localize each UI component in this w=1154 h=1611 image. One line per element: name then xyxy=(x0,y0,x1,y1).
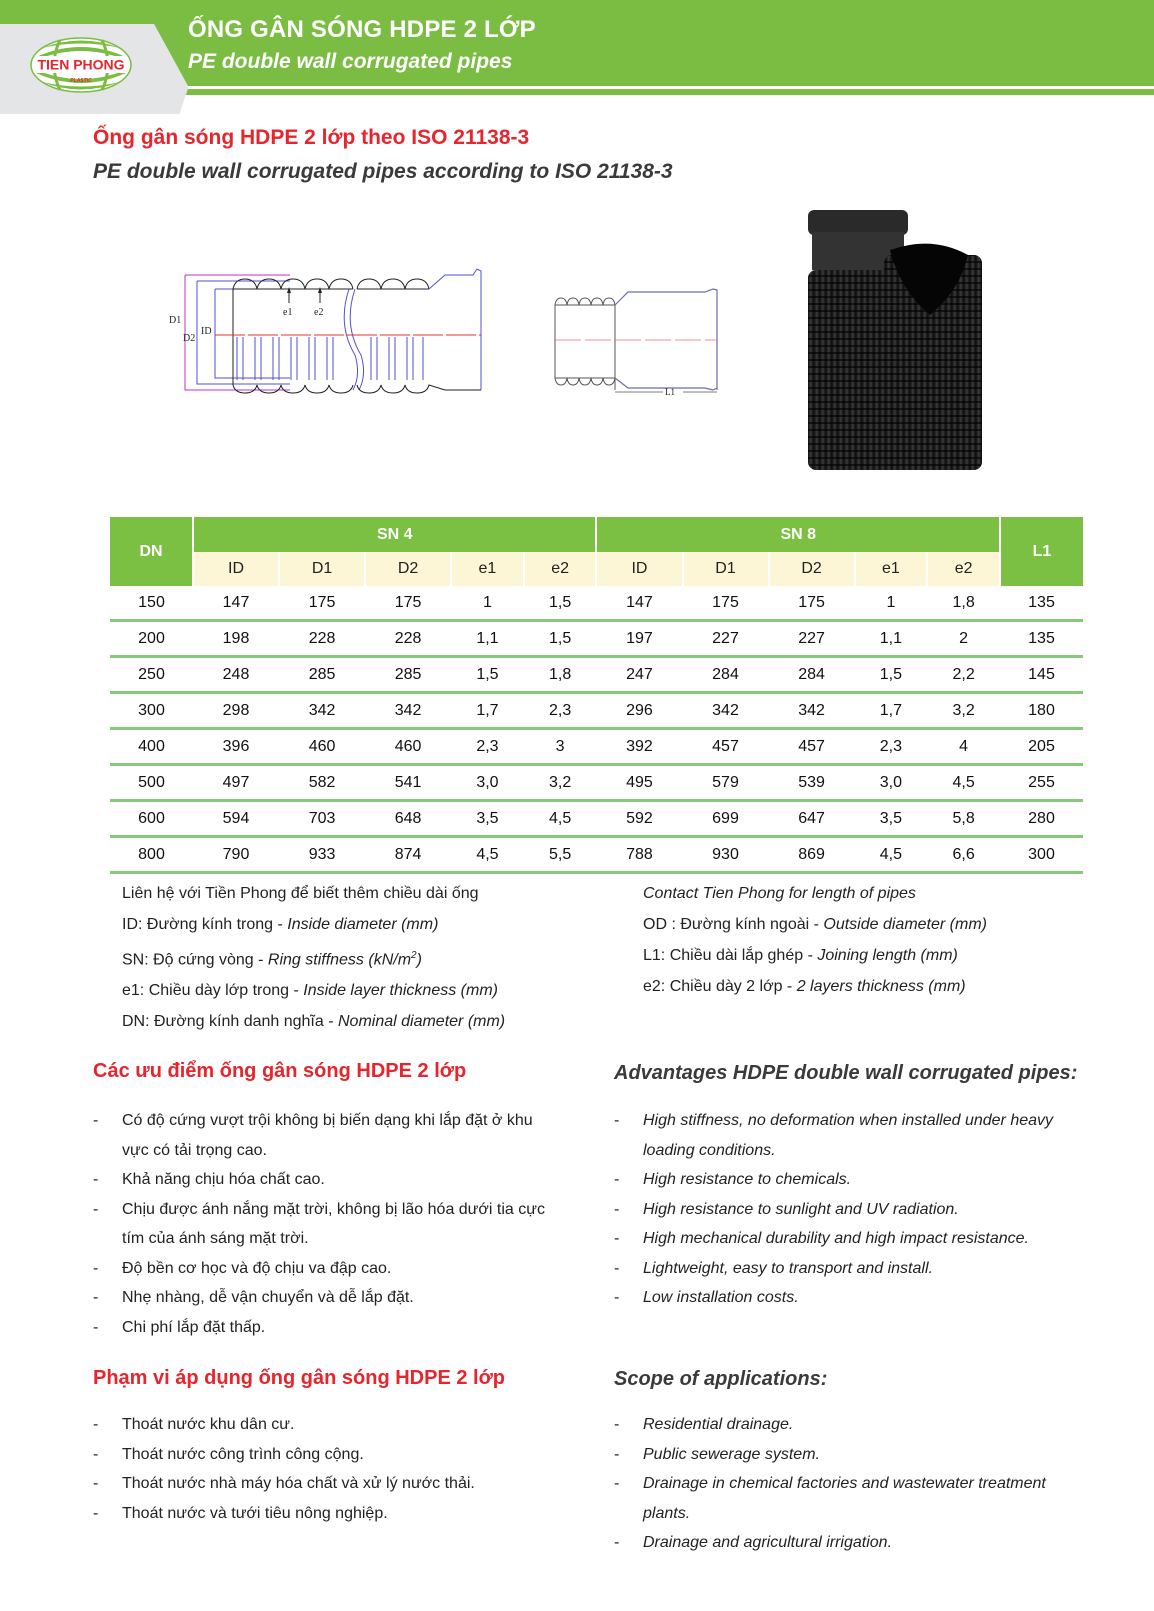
cell-sn4-e2: 3 xyxy=(524,729,597,765)
list-item xyxy=(93,1410,563,1440)
note-e1 xyxy=(122,975,505,1006)
list-item xyxy=(93,1313,563,1343)
cell-sn8-id: 296 xyxy=(596,693,682,729)
applications-title-vi: Phạm vi áp dụng ống gân sóng HDPE 2 lớp xyxy=(93,1367,506,1389)
cell-sn4-e2: 1,5 xyxy=(524,586,597,621)
list-item xyxy=(614,1469,1094,1528)
cell-sn8-e2: 2,2 xyxy=(927,657,1000,693)
cell-sn8-id: 147 xyxy=(596,586,682,621)
cell-sn8-d2: 539 xyxy=(769,765,855,801)
cell-sn4-d2: 874 xyxy=(365,837,451,873)
label-e2: e2 xyxy=(314,307,324,318)
table-row xyxy=(110,801,1083,837)
cell-dn: 800 xyxy=(110,837,193,873)
note-od xyxy=(643,909,987,940)
cell-l1: 135 xyxy=(1000,586,1083,621)
list-item xyxy=(93,1106,563,1165)
list-item xyxy=(614,1224,1084,1254)
cell-sn4-d1: 175 xyxy=(279,586,365,621)
spec-table-body xyxy=(110,586,1083,873)
note-text-en: 2 layers thickness (mm) xyxy=(796,978,966,995)
list-item-text: Low installation costs. xyxy=(643,1289,799,1306)
list-item xyxy=(614,1283,1084,1313)
applications-title-en: Scope of applications: xyxy=(614,1368,828,1390)
list-item xyxy=(614,1528,1094,1558)
note-l1 xyxy=(643,940,987,971)
list-item-text: Độ bền cơ học và độ chịu va đập cao. xyxy=(122,1259,392,1277)
list-item-text: Drainage in chemical factories and wastewater treatment plants. xyxy=(643,1475,1046,1522)
dash-bullet: - xyxy=(93,1171,99,1188)
cell-dn: 150 xyxy=(110,586,193,621)
list-item-text: High mechanical durability and high impact resistance. xyxy=(643,1230,1029,1247)
list-item-text: Lightweight, easy to transport and install. xyxy=(643,1259,933,1277)
header-subtitle: PE double wall corrugated pipes xyxy=(188,50,513,73)
intro-title-vi: Ống gân sóng HDPE 2 lớp theo ISO 21138-3 xyxy=(93,126,530,149)
subheader-d1: D1 xyxy=(279,552,365,586)
cell-sn8-d2: 227 xyxy=(769,621,855,657)
note-text-vi: ID: Đường kính trong - xyxy=(122,916,288,933)
cell-sn4-d2: 285 xyxy=(365,657,451,693)
cell-sn4-e1: 1 xyxy=(451,586,524,621)
cell-sn8-e1: 4,5 xyxy=(855,837,928,873)
list-item-text: Có độ cứng vượt trội không bị biến dạng khi lắp đặt ở khu vực có tải trọng cao. xyxy=(122,1112,533,1159)
cell-sn8-d2: 457 xyxy=(769,729,855,765)
subheader-e1: e1 xyxy=(451,552,524,586)
cell-sn8-e1: 2,3 xyxy=(855,729,928,765)
cell-sn8-id: 197 xyxy=(596,621,682,657)
dash-bullet: - xyxy=(93,1112,99,1129)
note-text-vi: e1: Chiều dày lớp trong - xyxy=(122,982,304,1000)
note-text-en-tail: ) xyxy=(416,951,422,969)
cell-dn: 250 xyxy=(110,657,193,693)
list-item-text: Thoát nước khu dân cư. xyxy=(122,1416,295,1433)
subheader-e2: e2 xyxy=(524,552,597,586)
list-item-text: Thoát nước công trình công cộng. xyxy=(122,1445,364,1463)
note-superscript: 2 xyxy=(411,950,417,961)
note-text-en: Nominal diameter (mm) xyxy=(337,1013,506,1031)
cell-sn4-d1: 933 xyxy=(279,837,365,873)
dash-bullet: - xyxy=(614,1200,620,1218)
note-text-vi: OD : Đường kính ngoài - xyxy=(643,916,824,933)
subheader-e1: e1 xyxy=(855,552,928,586)
cell-sn8-e1: 1 xyxy=(855,586,928,621)
cell-sn8-e2: 6,6 xyxy=(927,837,1000,873)
cell-sn4-e1: 1,7 xyxy=(451,693,524,729)
list-item-text: Thoát nước nhà máy hóa chất và xử lý nước thải. xyxy=(122,1475,475,1492)
cell-sn4-e1: 3,0 xyxy=(451,765,524,801)
list-item xyxy=(614,1254,1084,1284)
dash-bullet: - xyxy=(93,1445,99,1463)
header-title: ỐNG GÂN SÓNG HDPE 2 LỚP xyxy=(188,16,536,43)
list-item-text: Khả năng chịu hóa chất cao. xyxy=(122,1171,325,1188)
cell-sn4-id: 248 xyxy=(193,657,279,693)
cell-sn4-d2: 648 xyxy=(365,801,451,837)
dash-bullet: - xyxy=(93,1416,99,1433)
cell-sn8-e2: 3,2 xyxy=(927,693,1000,729)
list-item xyxy=(93,1469,563,1499)
note-contact-vi xyxy=(122,878,505,909)
cell-l1: 145 xyxy=(1000,657,1083,693)
list-item xyxy=(614,1195,1084,1225)
subheader-d2: D2 xyxy=(365,552,451,586)
dash-bullet: - xyxy=(614,1475,620,1492)
cell-sn4-d2: 228 xyxy=(365,621,451,657)
cell-sn4-e2: 4,5 xyxy=(524,801,597,837)
cell-sn8-id: 247 xyxy=(596,657,682,693)
list-item xyxy=(614,1165,1084,1195)
cell-sn4-e1: 2,3 xyxy=(451,729,524,765)
cell-sn4-d2: 342 xyxy=(365,693,451,729)
cell-l1: 300 xyxy=(1000,837,1083,873)
cell-sn4-e1: 1,5 xyxy=(451,657,524,693)
notes-right xyxy=(643,878,987,1002)
cell-sn4-id: 790 xyxy=(193,837,279,873)
advantages-title-vi: Các ưu điểm ống gân sóng HDPE 2 lớp xyxy=(93,1060,467,1082)
notes-left xyxy=(122,878,505,1037)
cell-sn4-d1: 342 xyxy=(279,693,365,729)
cell-sn4-id: 396 xyxy=(193,729,279,765)
header-dn: DN xyxy=(110,517,193,586)
cell-sn8-e1: 1,1 xyxy=(855,621,928,657)
table-row xyxy=(110,693,1083,729)
dash-bullet: - xyxy=(614,1230,620,1247)
label-l1: L1 xyxy=(665,387,675,395)
socket-diagram xyxy=(545,280,730,395)
cell-l1: 205 xyxy=(1000,729,1083,765)
intro-title-en: PE double wall corrugated pipes according to ISO 21138-3 xyxy=(93,160,673,183)
cell-sn8-d2: 175 xyxy=(769,586,855,621)
advantages-title-en: Advantages HDPE double wall corrugated pipes: xyxy=(614,1062,1078,1084)
cell-sn4-e2: 1,8 xyxy=(524,657,597,693)
note-text-vi: e2: Chiều dày 2 lớp - xyxy=(643,978,797,995)
list-item-text: Nhẹ nhàng, dễ vận chuyển và dễ lắp đặt. xyxy=(122,1289,414,1306)
note-dn xyxy=(122,1006,505,1037)
note-id xyxy=(122,909,505,940)
note-text-vi: DN: Đường kính danh nghĩa - xyxy=(122,1013,338,1031)
subheader-d1: D1 xyxy=(683,552,769,586)
dash-bullet: - xyxy=(93,1200,99,1218)
cell-sn8-d1: 284 xyxy=(683,657,769,693)
cell-dn: 400 xyxy=(110,729,193,765)
table-row xyxy=(110,765,1083,801)
cell-sn8-d2: 869 xyxy=(769,837,855,873)
cell-sn8-d1: 930 xyxy=(683,837,769,873)
list-item-text: Chi phí lắp đặt thấp. xyxy=(122,1318,266,1336)
list-item xyxy=(614,1106,1084,1165)
table-row xyxy=(110,621,1083,657)
cell-sn4-id: 198 xyxy=(193,621,279,657)
pipe-section-diagram xyxy=(165,265,485,400)
header-sn8: SN 8 xyxy=(596,517,1000,552)
label-e1: e1 xyxy=(283,307,293,318)
cell-sn8-d2: 342 xyxy=(769,693,855,729)
dash-bullet: - xyxy=(93,1318,99,1336)
note-text-en: Outside diameter (mm) xyxy=(823,916,987,933)
cell-sn4-d2: 541 xyxy=(365,765,451,801)
list-item-text: Public sewerage system. xyxy=(643,1445,820,1463)
dash-bullet: - xyxy=(93,1504,99,1522)
list-item xyxy=(93,1165,563,1195)
list-item xyxy=(93,1195,563,1254)
list-item xyxy=(93,1499,563,1529)
cell-sn4-e2: 3,2 xyxy=(524,765,597,801)
header-sn4: SN 4 xyxy=(193,517,596,552)
list-item xyxy=(93,1440,563,1470)
cell-sn8-d1: 342 xyxy=(683,693,769,729)
cell-sn8-d2: 284 xyxy=(769,657,855,693)
note-e2 xyxy=(643,971,987,1002)
pipe-product-photo xyxy=(790,200,990,480)
header-l1: L1 xyxy=(1000,517,1083,586)
cell-dn: 500 xyxy=(110,765,193,801)
cell-sn4-d1: 582 xyxy=(279,765,365,801)
cell-l1: 255 xyxy=(1000,765,1083,801)
cell-sn8-e1: 3,5 xyxy=(855,801,928,837)
list-item-text: Residential drainage. xyxy=(643,1416,794,1433)
label-id: ID xyxy=(201,326,212,337)
table-row xyxy=(110,729,1083,765)
cell-sn4-e2: 2,3 xyxy=(524,693,597,729)
dash-bullet: - xyxy=(614,1445,620,1463)
note-text-vi: SN: Độ cứng vòng - xyxy=(122,951,268,969)
logo-subtext: PLASTIC xyxy=(70,78,92,84)
cell-sn8-id: 592 xyxy=(596,801,682,837)
applications-list-vi xyxy=(93,1410,563,1528)
dash-bullet: - xyxy=(614,1289,620,1306)
cell-sn4-d2: 460 xyxy=(365,729,451,765)
note-text: Liên hệ với Tiền Phong để biết thêm chiều dài ống xyxy=(122,885,479,902)
subheader-e2: e2 xyxy=(927,552,1000,586)
cell-sn8-id: 788 xyxy=(596,837,682,873)
list-item-text: High stiffness, no deformation when installed under heavy loading conditions. xyxy=(643,1112,1054,1159)
list-item-text: High resistance to sunlight and UV radiation. xyxy=(643,1200,959,1218)
applications-list-en xyxy=(614,1410,1094,1558)
note-text-en: Contact Tien Phong for length of pipes xyxy=(643,885,916,902)
advantages-list-en xyxy=(614,1106,1084,1313)
cell-sn4-id: 594 xyxy=(193,801,279,837)
table-row xyxy=(110,586,1083,621)
cell-sn8-d2: 647 xyxy=(769,801,855,837)
cell-dn: 600 xyxy=(110,801,193,837)
cell-sn8-id: 392 xyxy=(596,729,682,765)
subheader-d2: D2 xyxy=(769,552,855,586)
list-item xyxy=(614,1440,1094,1470)
note-text-en: Inside diameter (mm) xyxy=(287,916,439,933)
cell-dn: 300 xyxy=(110,693,193,729)
cell-sn4-d2: 175 xyxy=(365,586,451,621)
cell-sn4-id: 497 xyxy=(193,765,279,801)
list-item xyxy=(93,1254,563,1284)
dash-bullet: - xyxy=(614,1534,620,1551)
cell-sn4-id: 298 xyxy=(193,693,279,729)
list-item-text: Chịu được ánh nắng mặt trời, không bị lão hóa dưới tia cực tím của ánh sáng mặt trời. xyxy=(122,1200,545,1247)
cell-sn8-id: 495 xyxy=(596,765,682,801)
cell-sn8-e2: 4,5 xyxy=(927,765,1000,801)
note-sn xyxy=(122,940,505,975)
cell-sn4-e1: 3,5 xyxy=(451,801,524,837)
cell-sn4-d1: 703 xyxy=(279,801,365,837)
cell-sn8-e1: 1,7 xyxy=(855,693,928,729)
note-text-en: Ring stiffness (kN/m xyxy=(267,951,412,969)
dash-bullet: - xyxy=(614,1416,620,1433)
dash-bullet: - xyxy=(93,1259,99,1277)
label-d2: D2 xyxy=(183,333,196,344)
dash-bullet: - xyxy=(93,1475,99,1492)
cell-sn4-d1: 228 xyxy=(279,621,365,657)
note-text-en: Joining length (mm) xyxy=(817,947,958,964)
spec-table xyxy=(110,517,1083,874)
note-text-en: Inside layer thickness (mm) xyxy=(303,982,498,1000)
cell-sn4-e2: 1,5 xyxy=(524,621,597,657)
label-d1: D1 xyxy=(169,315,182,326)
cell-sn8-e1: 1,5 xyxy=(855,657,928,693)
dash-bullet: - xyxy=(614,1171,620,1188)
note-contact-en xyxy=(643,878,987,909)
subheader-id: ID xyxy=(193,552,279,586)
tien-phong-logo xyxy=(30,37,132,93)
cell-sn8-e2: 5,8 xyxy=(927,801,1000,837)
cell-sn4-e1: 4,5 xyxy=(451,837,524,873)
cell-l1: 180 xyxy=(1000,693,1083,729)
list-item xyxy=(93,1283,563,1313)
cell-sn4-d1: 285 xyxy=(279,657,365,693)
cell-sn8-d1: 457 xyxy=(683,729,769,765)
cell-sn8-e2: 2 xyxy=(927,621,1000,657)
cell-sn8-e1: 3,0 xyxy=(855,765,928,801)
cell-sn4-e2: 5,5 xyxy=(524,837,597,873)
cell-l1: 280 xyxy=(1000,801,1083,837)
dash-bullet: - xyxy=(93,1289,99,1306)
list-item-text: High resistance to chemicals. xyxy=(643,1171,852,1188)
cell-sn8-e2: 4 xyxy=(927,729,1000,765)
list-item xyxy=(614,1410,1094,1440)
cell-sn4-d1: 460 xyxy=(279,729,365,765)
dash-bullet: - xyxy=(614,1112,620,1129)
table-row xyxy=(110,837,1083,873)
cell-sn8-e2: 1,8 xyxy=(927,586,1000,621)
advantages-list-vi xyxy=(93,1106,563,1342)
cell-sn8-d1: 579 xyxy=(683,765,769,801)
logo-text: TIEN PHONG xyxy=(37,56,125,73)
cell-sn8-d1: 227 xyxy=(683,621,769,657)
list-item-text: Drainage and agricultural irrigation. xyxy=(643,1534,893,1551)
note-text-vi: L1: Chiều dài lắp ghép - xyxy=(643,947,818,964)
cell-l1: 135 xyxy=(1000,621,1083,657)
subheader-id: ID xyxy=(596,552,682,586)
cell-sn4-id: 147 xyxy=(193,586,279,621)
cell-sn4-e1: 1,1 xyxy=(451,621,524,657)
table-row xyxy=(110,657,1083,693)
cell-dn: 200 xyxy=(110,621,193,657)
list-item-text: Thoát nước và tưới tiêu nông nghiệp. xyxy=(122,1504,388,1522)
dash-bullet: - xyxy=(614,1259,620,1277)
cell-sn8-d1: 699 xyxy=(683,801,769,837)
cell-sn8-d1: 175 xyxy=(683,586,769,621)
